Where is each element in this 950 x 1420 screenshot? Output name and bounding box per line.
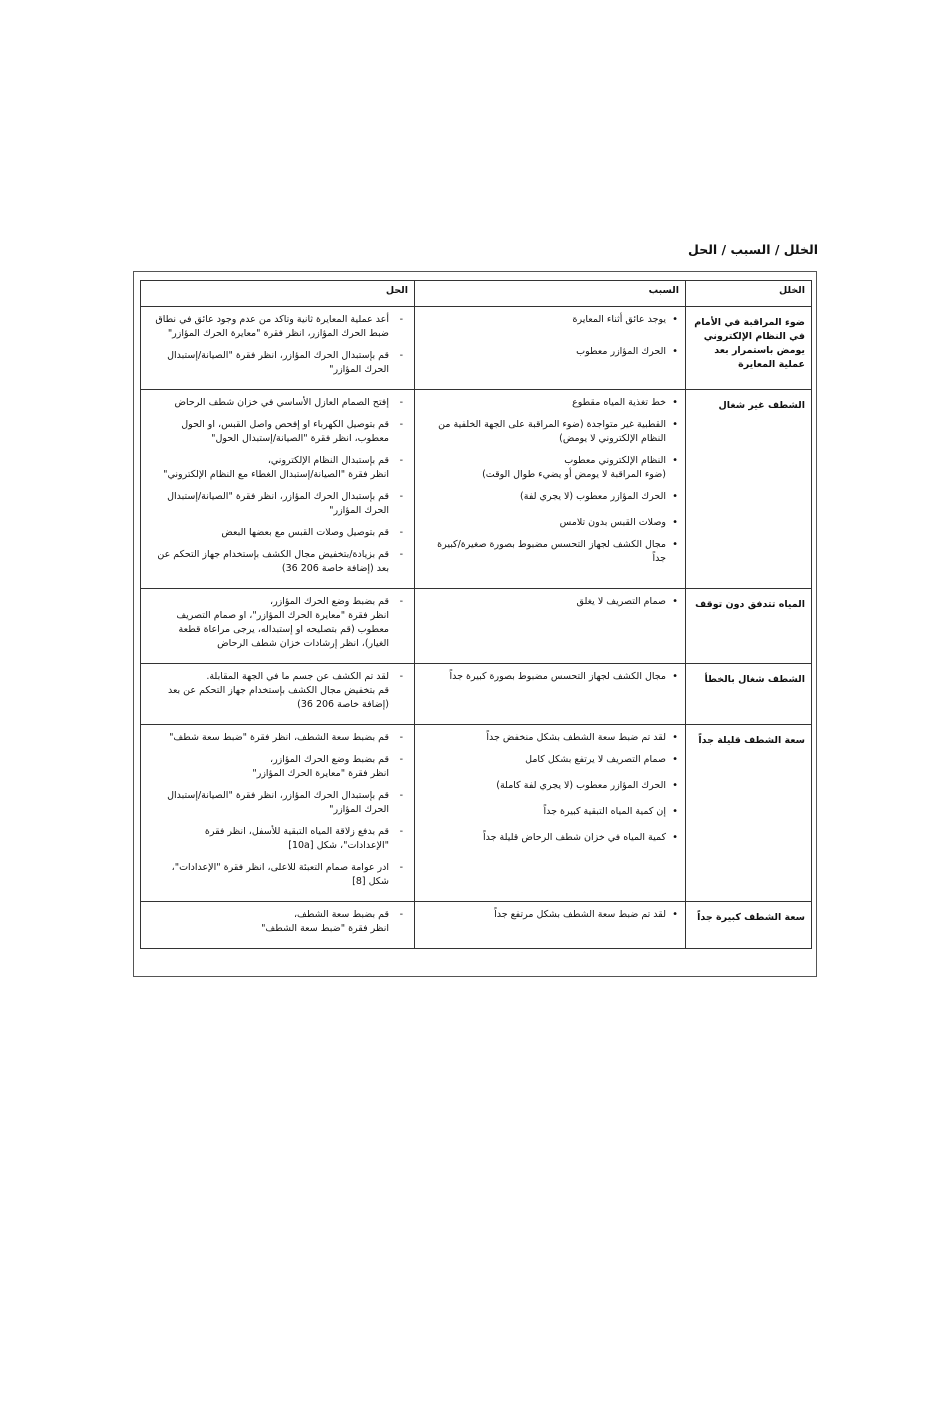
solution-cell <box>141 664 415 725</box>
cause-text: • القطبية غير متواجدة (ضوء المراقبة على الجهة الخلفية من النظام الإلكتروني لا يومض) <box>438 419 666 444</box>
solution-list <box>153 908 404 936</box>
solution-list <box>153 670 404 712</box>
table-body <box>141 307 812 949</box>
solution-list <box>153 595 404 651</box>
cause-text: • مجال الكشف لجهاز التحسس مضبوط بصورة صغيرة/كبيرة جداً <box>437 539 666 564</box>
cause-item <box>423 805 679 819</box>
solution-cell <box>141 307 415 390</box>
cause-text: • مجال الكشف لجهاز التحسس مضبوط بصورة كبيرة جداً <box>449 671 666 682</box>
cause-item <box>423 538 679 566</box>
cause-text: • إن كمية المياه التبقية كبيرة جداً <box>543 806 666 817</box>
cause-item <box>423 418 679 446</box>
solution-item <box>153 825 404 853</box>
solution-text: - قم بضبط وضع الحرك المؤازر، <box>270 596 389 607</box>
solution-item <box>153 789 404 817</box>
solution-text-secondary: انظر فقرة "معايرة الحرك المؤازر"، او صمام التصريف معطوب (قم بتصليحه او إستبداله، يرجى مراعاة قطعة الغيار)، انظر إرشادات خزان شطف الرحاض <box>176 610 389 649</box>
solution-cell <box>141 902 415 949</box>
solution-item <box>153 490 404 518</box>
solution-item <box>153 396 404 410</box>
cause-item <box>423 396 679 410</box>
solution-item <box>153 526 404 540</box>
cause-item <box>423 753 679 767</box>
cause-cell <box>415 725 686 902</box>
cause-text: • خط تغذية المياه مقطوع <box>572 397 666 408</box>
fault-cell: سعة الشطف قليلة جداً <box>686 725 812 902</box>
cause-cell <box>415 589 686 664</box>
solution-item <box>153 670 404 712</box>
solution-text: - قم بإستبدال الحرك المؤازر، انظر فقرة "الصيانة/إستبدال الحرك المؤازر" <box>167 491 389 516</box>
cause-item <box>423 908 679 922</box>
cause-item <box>423 454 679 482</box>
fault-cell: الشطف غير شغال <box>686 390 812 589</box>
solution-cell <box>141 725 415 902</box>
solution-text: - قم بضبط سعة الشطف، انظر فقرة "ضبط سعة شطف" <box>169 732 389 743</box>
cause-text: • الحرك المؤازر معطوب (لا يجري لفة كاملة) <box>496 780 666 791</box>
cause-item <box>423 779 679 793</box>
table-row <box>141 390 812 589</box>
table-row <box>141 902 812 949</box>
fault-cell: المياه تتدفق دون توقف <box>686 589 812 664</box>
solution-item <box>153 753 404 781</box>
table-frame <box>133 271 817 977</box>
cause-list <box>423 595 679 609</box>
cause-text: • الحرك المؤازر معطوب <box>576 346 666 357</box>
solution-item <box>153 349 404 377</box>
cause-item <box>423 595 679 609</box>
solution-text: - قم بتوصيل الكهرباء او إفحص واصل القبس، او الحول معطوب، انظر فقرة "الصيانة/إستبدال الحول" <box>181 419 389 444</box>
cause-text: • النظام الإلكتروني معطوب <box>564 455 666 466</box>
table-row <box>141 307 812 390</box>
table-header-row <box>141 281 812 307</box>
solution-text: - لقد تم الكشف عن جسم ما في الجهة المقابلة. <box>206 671 389 682</box>
solution-text: - قم بإستبدال النظام الإلكتروني، <box>267 455 389 466</box>
solution-text: - أعد عملية المعايرة ثانية وتاكد من عدم وجود عائق في نطاق ضبط الحرك المؤازر، انظر فقرة "معايرة الحرك المؤازر" <box>155 314 389 339</box>
cause-cell <box>415 390 686 589</box>
solution-item <box>153 313 404 341</box>
header-fault: الخلل <box>686 281 812 307</box>
cause-list <box>423 731 679 845</box>
fault-cell: ضوء المراقبة في الأمام في النظام الإلكتروني يومض باستمرار بعد عملية المعايرة <box>686 307 812 390</box>
solution-text: - قم بإستبدال الحرك المؤازر، انظر فقرة "الصيانة/إستبدال الحرك المؤازر" <box>167 350 389 375</box>
cause-cell <box>415 664 686 725</box>
solution-text: - قم بزيادة/بتخفيض مجال الكشف بإستخدام جهاز التحكم عن بعد (إضافة خاصة 206 36) <box>157 549 389 574</box>
cause-text: • كمية المياه في خزان شطف الرحاض قليلة جداً <box>483 832 666 843</box>
solution-item <box>153 861 404 889</box>
cause-item <box>423 345 679 359</box>
troubleshooting-table <box>140 280 812 949</box>
page-heading: الخلل / السبب / الحل <box>688 242 818 257</box>
cause-item <box>423 516 679 530</box>
cause-text: • لقد تم ضبط سعة الشطف بشكل مرتفع جداً <box>494 909 666 920</box>
cause-item <box>423 490 679 504</box>
cause-text: • لقد تم ضبط سعة الشطف بشكل منخفض جداً <box>486 732 666 743</box>
table-row <box>141 664 812 725</box>
solution-list <box>153 396 404 576</box>
cause-cell <box>415 902 686 949</box>
cause-item <box>423 831 679 845</box>
header-solution: الحل <box>141 281 415 307</box>
fault-cell: سعة الشطف كبيرة جداً <box>686 902 812 949</box>
solution-text: - إفتح الصمام العازل الأساسي في خزان شطف الرحاض <box>174 397 389 408</box>
table-row <box>141 589 812 664</box>
solution-text: - قم بتوصيل وصلات القبس مع بعضها البعض <box>221 527 389 538</box>
solution-item <box>153 595 404 651</box>
cause-list <box>423 313 679 359</box>
cause-text: • صمام التصريف لا يرتفع بشكل كامل <box>525 754 666 765</box>
cause-item <box>423 313 679 327</box>
solution-text-secondary: انظر فقرة "ضبط سعة الشطف" <box>261 923 389 934</box>
solution-text: - قم بضبط سعة الشطف، <box>293 909 389 920</box>
cause-cell <box>415 307 686 390</box>
cause-text: • صمام التصريف لا يغلق <box>576 596 666 607</box>
solution-cell <box>141 390 415 589</box>
table-row <box>141 725 812 902</box>
cause-list <box>423 908 679 922</box>
header-cause: السبب <box>415 281 686 307</box>
solution-item <box>153 454 404 482</box>
cause-text: • يوجد عائق أثناء المعايرة <box>572 314 666 325</box>
solution-text: - قم بدفع زلاقة المياه التبقية للأسفل، انظر فقرة "الإعدادات"، شكل [10a] <box>204 826 389 851</box>
solution-list <box>153 731 404 889</box>
cause-item <box>423 731 679 745</box>
solution-text-secondary: انظر فقرة "معايرة الحرك المؤازر" <box>252 768 389 779</box>
solution-text: - قم بضبط وضع الحرك المؤازر، <box>270 754 389 765</box>
solution-item <box>153 548 404 576</box>
solution-list <box>153 313 404 377</box>
cause-text: • الحرك المؤازر معطوب (لا يجري لفة) <box>520 491 666 502</box>
cause-list <box>423 396 679 566</box>
solution-text-secondary: قم بتخفيض مجال الكشف بإستخدام جهاز التحكم عن بعد (إضافة خاصة 206 36) <box>167 685 389 710</box>
solution-item <box>153 418 404 446</box>
solution-text: - ادر عوامة صمام التعبئة للاعلى، انظر فقرة "الإعدادات"، شكل [8] <box>171 862 389 887</box>
solution-cell <box>141 589 415 664</box>
solution-text-secondary: انظر فقرة "الصيانة/إستبدال الغطاء مع النظام الإلكتروني" <box>163 469 389 480</box>
cause-list <box>423 670 679 684</box>
cause-text-secondary: (ضوء المراقبة لا يومض أو يضيء طوال الوقت) <box>482 469 666 480</box>
fault-cell: الشطف شغال بالخطأ <box>686 664 812 725</box>
solution-item <box>153 908 404 936</box>
solution-item <box>153 731 404 745</box>
solution-text: - قم بإستبدال الحرك المؤازر، انظر فقرة "الصيانة/إستبدال الحرك المؤازر" <box>167 790 389 815</box>
cause-text: • وصلات القبس بدون تلامس <box>559 517 666 528</box>
cause-item <box>423 670 679 684</box>
